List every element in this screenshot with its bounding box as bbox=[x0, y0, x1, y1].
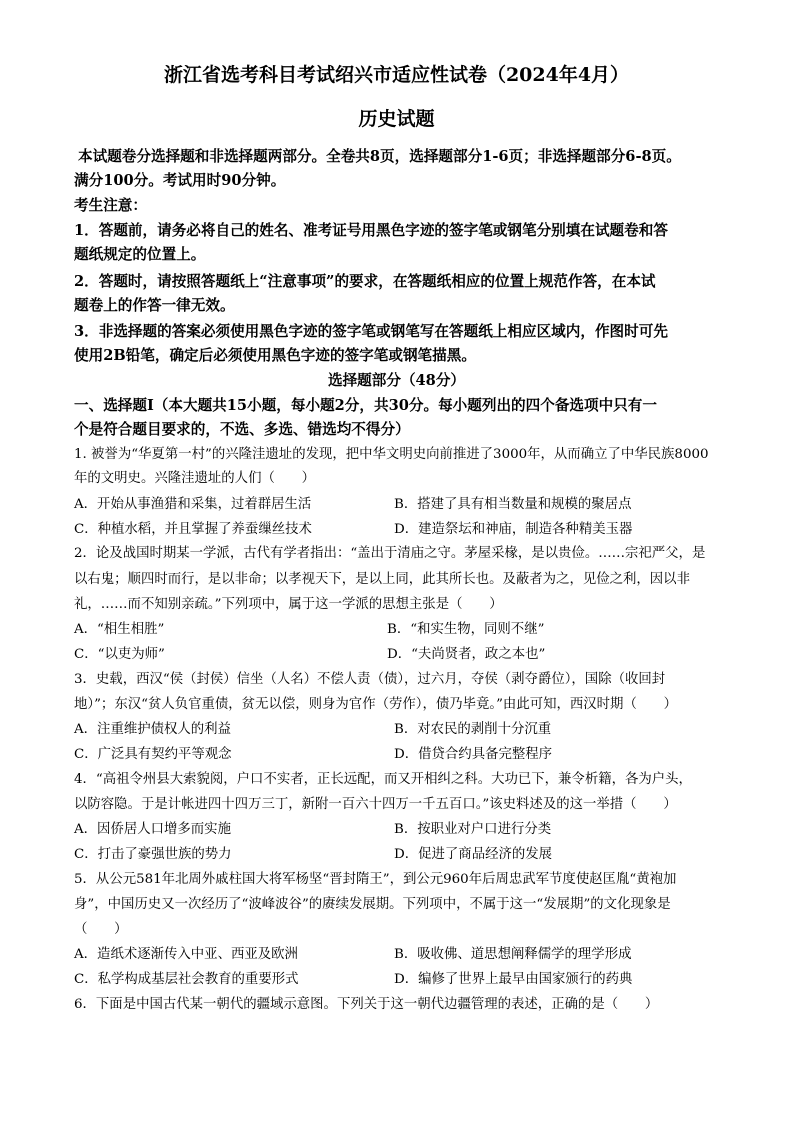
question-2-line-1: 2．论及战国时期某一学派，古代有学者指出：“盖出于清庙之守。茅屋采椽，是以贵俭。……宗祀严父，是 bbox=[74, 546, 706, 561]
question-1-option-b[interactable]: B．搭建了具有相当数量和规模的聚居点 bbox=[394, 497, 632, 512]
question-2-line-3: 礼，……而不知别亲疏。”下列项中，属于这一学派的思想主张是（ ） bbox=[74, 597, 503, 612]
question-3-option-d[interactable]: D．借贷合约具备完整程序 bbox=[394, 747, 553, 762]
notice-item-1-line-1: 1．答题前，请务必将自己的姓名、准考证号用黑色字迹的签字笔或钢笔分别填在试题卷和答 bbox=[74, 222, 668, 239]
notice-item-3-line-2: 使用2B铅笔，确定后必须使用黑色字迹的签字笔或钢笔描黑。 bbox=[74, 347, 476, 364]
question-1-option-c[interactable]: C．种植水稻，并且掌握了养蚕缫丝技术 bbox=[74, 522, 312, 537]
question-3-option-b[interactable]: B．对农民的剥削十分沉重 bbox=[394, 722, 552, 737]
question-2-option-b[interactable]: B．“和实生物，同则不继” bbox=[387, 622, 545, 637]
part-instruction-line-2: 个是符合题目要求的，不选、多选、错选均不得分） bbox=[74, 421, 410, 438]
question-5-option-c[interactable]: C．私学构成基层社会教育的重要形式 bbox=[74, 972, 299, 987]
question-5-line-1: 5．从公元581年北周外戚柱国大将军杨坚“晋封隋王”，到公元960年后周忠武军节度使赵匡胤“黄袍加 bbox=[74, 872, 677, 887]
notice-item-2-line-2: 题卷上的作答一律无效。 bbox=[74, 297, 235, 314]
question-6-line-1: 6．下面是中国古代某一朝代的疆域示意图。下列关于这一朝代边疆管理的表述，正确的是（ ） bbox=[74, 997, 659, 1012]
intro-line-1: 本试题卷分选择题和非选择题两部分。全卷共8页，选择题部分1-6页；非选择题部分6-8页。 bbox=[78, 148, 681, 165]
notice-item-3-line-1: 3．非选择题的答案必须使用黑色字迹的签字笔或钢笔写在答题纸上相应区域内，作图时可先 bbox=[74, 323, 668, 340]
question-2-option-a[interactable]: A．“相生相胜” bbox=[74, 622, 165, 637]
question-5-option-b[interactable]: B．吸收佛、道思想阐释儒学的理学形成 bbox=[394, 947, 632, 962]
question-5-option-d[interactable]: D．编修了世界上最早由国家颁行的药典 bbox=[394, 972, 633, 987]
question-4-option-d[interactable]: D．促进了商品经济的发展 bbox=[394, 847, 553, 862]
question-5-line-3: （ ） bbox=[74, 922, 128, 937]
intro-line-2: 满分100分。考试用时90分钟。 bbox=[74, 172, 286, 189]
question-5-line-2: 身”，中国历史又一次经历了“波峰波谷”的赓续发展期。下列项中，不属于这一“发展期”的文化现象是 bbox=[74, 897, 671, 912]
question-2-line-2: 以右鬼；顺四时而行，是以非命；以孝视天下，是以上同，此其所长也。及蔽者为之，见俭之利，因以非 bbox=[74, 572, 690, 587]
question-4-option-a[interactable]: A．因侨居人口增多而实施 bbox=[74, 822, 231, 837]
question-1-line-1: 1. 被誉为“华夏第一村”的兴隆洼遗址的发现，把中华文明史向前推进了3000年，从而确立了中华民族8000 bbox=[74, 447, 709, 462]
part-instruction-line-1: 一、选择题Ⅰ（本大题共15小题，每小题2分，共30分。每小题列出的四个备选项中只有一 bbox=[74, 397, 657, 414]
question-4-line-2: 以防容隐。于是计帐进四十四万三丁，新附一百六十四万一千五百口。”该史料述及的这一举措（ ） bbox=[74, 797, 677, 812]
exam-subtitle: 历史试题 bbox=[358, 108, 435, 130]
question-1-option-a[interactable]: A．开始从事渔猎和采集，过着群居生活 bbox=[74, 497, 312, 512]
question-3-line-2: 地）”；东汉“贫人负官重债，贫无以偿，则身为官作（劳作），债乃毕竟。”由此可知，西汉时期（ ） bbox=[74, 697, 678, 712]
question-2-option-d[interactable]: D．“夫尚贤者，政之本也” bbox=[387, 647, 546, 662]
question-4-option-b[interactable]: B．按职业对户口进行分类 bbox=[394, 822, 552, 837]
exam-title: 浙江省选考科目考试绍兴市适应性试卷（2024年4月） bbox=[163, 64, 630, 86]
question-2-option-c[interactable]: C．“以吏为师” bbox=[74, 647, 165, 662]
question-4-line-1: 4．“高祖令州县大索貌阅，户口不实者，正长远配，而又开相纠之科。大功已下，兼令析籍，各为户头， bbox=[74, 772, 692, 787]
notice-heading: 考生注意： bbox=[74, 197, 147, 214]
notice-item-2-line-1: 2．答题时，请按照答题纸上“注意事项”的要求，在答题纸相应的位置上规范作答，在本试 bbox=[74, 273, 656, 290]
question-1-line-2: 年的文明史。兴隆洼遗址的人们（ ） bbox=[74, 471, 316, 486]
question-4-option-c[interactable]: C．打击了豪强世族的势力 bbox=[74, 847, 232, 862]
section-title: 选择题部分（48分） bbox=[327, 372, 466, 389]
question-3-option-a[interactable]: A．注重维护债权人的利益 bbox=[74, 722, 231, 737]
question-3-line-1: 3．史载，西汉“侯（封侯）信坐（人名）不偿人责（债），过六月，夺侯（剥夺爵位），国除（收回封 bbox=[74, 672, 666, 687]
question-3-option-c[interactable]: C．广泛具有契约平等观念 bbox=[74, 747, 232, 762]
notice-item-1-line-2: 题纸规定的位置上。 bbox=[74, 246, 206, 263]
question-5-option-a[interactable]: A．造纸术逐渐传入中亚、西亚及欧洲 bbox=[74, 947, 298, 962]
question-1-option-d[interactable]: D．建造祭坛和神庙，制造各种精美玉器 bbox=[394, 522, 633, 537]
